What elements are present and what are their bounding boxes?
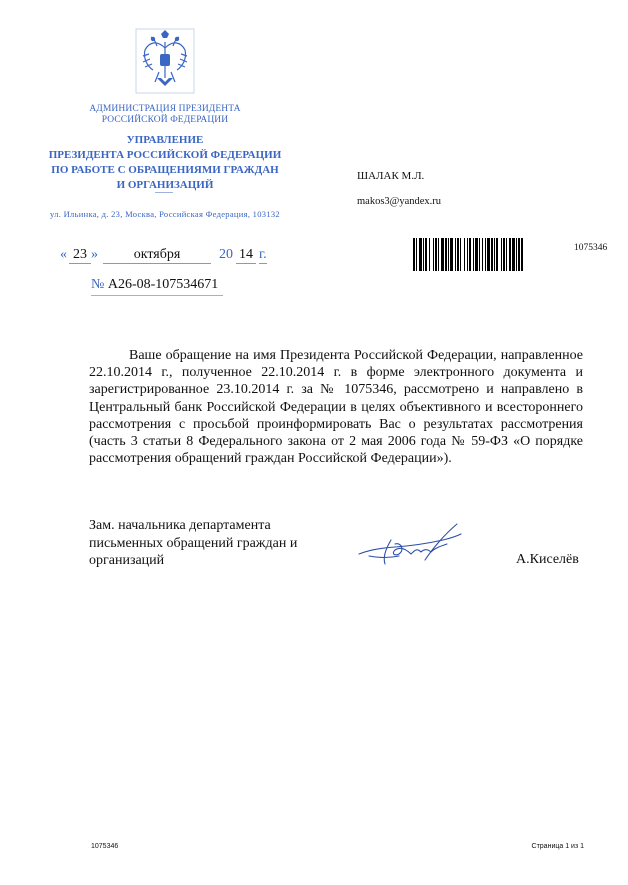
signatory-position [89,517,329,570]
registration-value: А26-08-107534671 [107,277,219,292]
date-close-quote: » [91,247,98,262]
footer-doc-number: 1075346 [91,843,119,850]
admin-line: АДМИНИСТРАЦИЯ ПРЕЗИДЕНТА [89,104,241,114]
recipient-name: ШАЛАК М.Л. [357,170,425,182]
date-year-abbr: г. [259,247,267,262]
number-sign: № [91,277,105,292]
position-line: Зам. начальника департамента [89,518,271,533]
position-line: организаций [89,553,165,568]
registration-number [91,277,223,296]
signatory-name: А.Киселёв [516,552,579,567]
divider [155,192,173,193]
dept-line: ПО РАБОТЕ С ОБРАЩЕНИЯМИ ГРАЖДАН [51,164,279,176]
recipient-email: makos3@yandex.ru [357,196,442,207]
date-month: октября [103,247,211,264]
dept-line: УПРАВЛЕНИЕ [126,134,204,146]
coat-of-arms-icon [135,28,195,94]
sender-address: ул. Ильинка, д. 23, Москва, Российская Федерация, 103132 [50,209,280,219]
administration-title [40,104,290,126]
barcode-number: 1075346 [574,243,608,253]
handwritten-signature-icon [355,520,465,572]
footer-page-label: Страница 1 из 1 [531,843,584,850]
dept-line: И ОРГАНИЗАЦИЙ [116,179,214,191]
date-year-prefix: 20 [219,247,233,262]
admin-line: РОССИЙСКОЙ ФЕДЕРАЦИИ [101,115,229,125]
date-year-suffix: 14 [236,247,256,264]
letter-body: Ваше обращение на имя Президента Российской Федерации, направленное 22.10.2014 г., полученное 22.10.2014 г. в форме электронного документа и зарегистрированное 23.10.2014 г. за № 1075346, рассмотрено и направлено в Центральный банк Российской Федерации в целях объективного и всестороннего рассмотрения с просьбой проинформировать Вас о результатах рассмотрения (часть 3 статьи 8 Федерального закона от 2 мая 2006 года № 59-ФЗ «О порядке рассмотрения обращений граждан Российской Федерации»). [89,348,583,467]
date-day: 23 [69,247,91,264]
date-open-quote: « [60,247,67,262]
dept-line: ПРЕЗИДЕНТА РОССИЙСКОЙ ФЕДЕРАЦИИ [48,149,282,161]
department-title [40,133,290,193]
position-line: письменных обращений граждан и [89,535,298,551]
barcode-icon [413,238,563,271]
